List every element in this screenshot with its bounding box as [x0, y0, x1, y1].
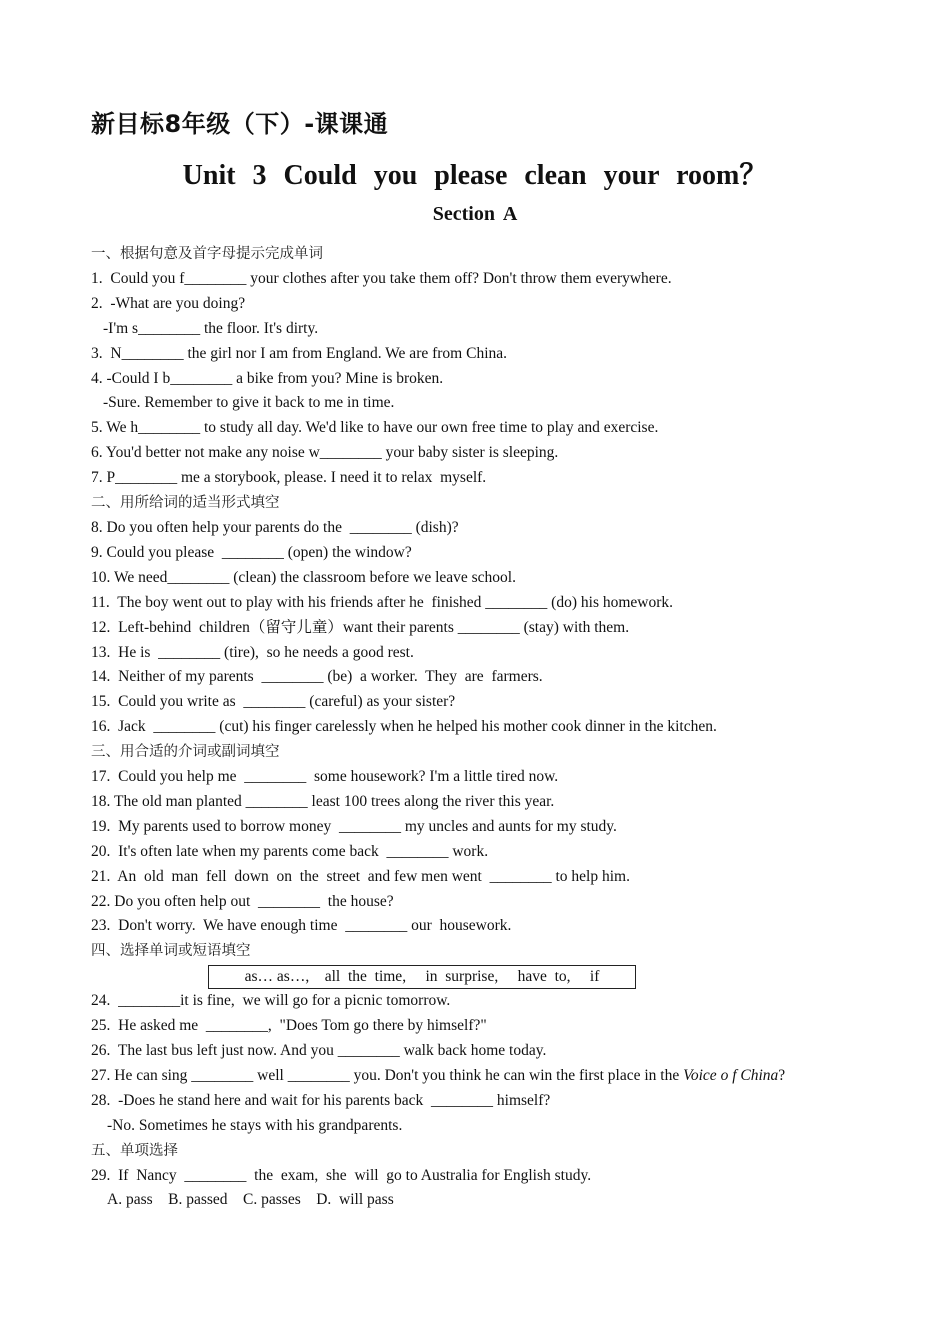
question-28-answer: -No. Sometimes he stays with his grandparents.: [107, 1116, 403, 1134]
part4-heading: 四、选择单词或短语填空: [91, 943, 251, 960]
question-11: 11. The boy went out to play with his friends after he finished ________ (do) his homework.: [91, 593, 674, 611]
question-25: 25. He asked me ________, "Does Tom go there by himself?": [91, 1017, 487, 1035]
question-21: 21. An old man fell down on the street and few men went ________ to help him.: [91, 867, 630, 885]
question-1: 1. Could you f________ your clothes after you take them off? Don't throw them everywhere.: [91, 269, 672, 287]
question-24: 24. ________it is fine, we will go for a picnic tomorrow.: [91, 992, 451, 1010]
question-6: 6. You'd better not make any noise w________ your baby sister is sleeping.: [91, 444, 559, 462]
series-title: 新目标8年级（下）-课课通: [91, 110, 389, 138]
question-2-answer: -I'm s________ the floor. It's dirty.: [103, 319, 319, 337]
question-4-answer: -Sure. Remember to give it back to me in time.: [103, 394, 395, 412]
part2-heading: 二、用所给词的适当形式填空: [91, 495, 280, 512]
question-22: 22. Do you often help out ________ the house?: [91, 892, 394, 910]
question-8: 8. Do you often help your parents do the ________ (dish)?: [91, 518, 459, 536]
question-17: 17. Could you help me ________ some housework? I'm a little tired now.: [91, 768, 559, 786]
question-12: 12. Left-behind children（留守儿童）want their parents ________ (stay) with them.: [91, 618, 630, 636]
question-26: 26. The last bus left just now. And you ________ walk back home today.: [91, 1041, 547, 1059]
question-27-italic: Voice o f China: [683, 1066, 779, 1084]
word-box-row: [91, 964, 866, 989]
question-27-end: ?: [778, 1066, 786, 1084]
question-27: [91, 1064, 866, 1089]
question-20: 20. It's often late when my parents come back ________ work.: [91, 842, 489, 860]
question-3: 3. N________ the girl nor I am from England. We are from China.: [91, 344, 508, 362]
question-13: 13. He is ________ (tire), so he needs a good rest.: [91, 643, 414, 661]
question-27-text: 27. He can sing ________ well ________ you. Don't you think he can win the first place in the: [91, 1066, 684, 1084]
question-15: 15. Could you write as ________ (careful) as your sister?: [91, 693, 456, 711]
question-9: 9. Could you please ________ (open) the window?: [91, 543, 412, 561]
part3-heading: 三、用合适的介词或副词填空: [91, 744, 280, 761]
question-18: 18. The old man planted ________ least 100 trees along the river this year.: [91, 792, 555, 810]
unit-title: Unit 3 Could you please clean your room？: [182, 160, 768, 191]
question-29: 29. If Nancy ________ the exam, she will go to Australia for English study.: [91, 1166, 592, 1184]
question-28: 28. -Does he stand here and wait for his parents back ________ himself?: [91, 1091, 551, 1109]
part1-heading: 一、根据句意及首字母提示完成单词: [91, 246, 323, 262]
question-29-options: A. pass B. passed C. passes D. will pass: [107, 1191, 394, 1209]
question-16: 16. Jack ________ (cut) his finger carelessly when he helped his mother cook dinner in the kitchen.: [91, 718, 717, 736]
question-2: 2. -What are you doing?: [91, 294, 246, 312]
question-19: 19. My parents used to borrow money ________ my uncles and aunts for my study.: [91, 817, 617, 835]
question-10: 10. We need________ (clean) the classroom before we leave school.: [91, 568, 516, 586]
question-14: 14. Neither of my parents ________ (be) a worker. They are farmers.: [91, 668, 543, 686]
word-bank-box: as… as…, all the time, in surprise, have to, if: [208, 965, 636, 989]
exercise-content: [91, 242, 866, 1213]
part5-heading: 五、单项选择: [91, 1142, 178, 1159]
question-5: 5. We h________ to study all day. We'd like to have our own free time to play and exercise.: [91, 419, 659, 437]
question-7: 7. P________ me a storybook, please. I need it to relax myself.: [91, 469, 487, 487]
section-title: Section A: [432, 203, 518, 225]
question-23: 23. Don't worry. We have enough time ________ our housework.: [91, 917, 512, 935]
question-4: 4. -Could I b________ a bike from you? Mine is broken.: [91, 369, 444, 387]
